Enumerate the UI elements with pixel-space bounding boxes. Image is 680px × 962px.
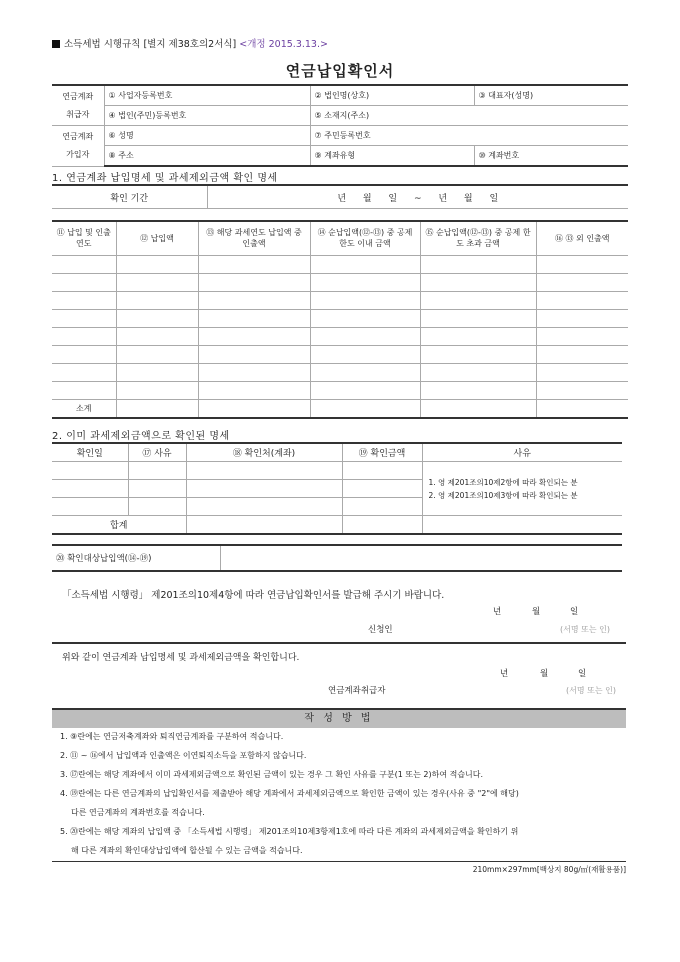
guide-item-1: 1. ⑨란에는 연금저축계좌와 퇴직연금계좌를 구분하여 적습니다. xyxy=(60,732,284,741)
revision-date: <개정 2015.3.13.> xyxy=(239,39,328,50)
provider-sign[interactable]: (서명 또는 인) xyxy=(566,686,616,695)
legal-ref-text: 소득세법 시행규칙 [별지 제38호의2서식] xyxy=(64,39,237,50)
info-table xyxy=(52,84,628,167)
reason-legend xyxy=(422,462,622,516)
rep-name-field[interactable]: ③ 대표자(성명) xyxy=(474,85,628,106)
provider-label xyxy=(52,85,104,126)
subtotal-row[interactable] xyxy=(52,399,628,418)
confirm-day[interactable]: 일 xyxy=(578,669,587,679)
divider xyxy=(52,642,626,644)
subscriber-label-2: 가입자 xyxy=(66,149,90,159)
confirmed-table xyxy=(52,442,622,535)
resident-no-field[interactable]: ⑦ 주민등록번호 xyxy=(310,126,628,146)
guide-bottom-line xyxy=(52,861,626,862)
target-amount-value[interactable] xyxy=(220,545,622,571)
sub-address-field[interactable]: ⑧ 주소 xyxy=(104,146,310,167)
col-over-limit: ⑮ 순납입액(⑫-⑬) 중 공제 한도 초과 금액 xyxy=(420,221,536,255)
period-table xyxy=(52,184,628,209)
col-reason-desc: 사유 xyxy=(422,443,622,462)
table-row[interactable] xyxy=(52,381,628,399)
table-row[interactable] xyxy=(52,273,628,291)
table-row[interactable] xyxy=(52,462,622,480)
payment-table xyxy=(52,220,628,419)
name-field[interactable]: ⑥ 성명 xyxy=(104,126,310,146)
period-label: 확인 기간 xyxy=(52,185,207,209)
guide-item-4-cont: 다른 연금계좌의 계좌번호를 적습니다. xyxy=(71,808,205,817)
section1-title: 1. 연금계좌 납입명세 및 과세제외금액 확인 명세 xyxy=(52,173,278,184)
address-field[interactable]: ⑤ 소재지(주소) xyxy=(310,106,628,126)
col-reason: ⑰ 사유 xyxy=(128,443,186,462)
request-year[interactable]: 년 xyxy=(493,607,502,617)
square-bullet-icon xyxy=(52,40,60,48)
subscriber-label xyxy=(52,126,104,167)
target-amount-table xyxy=(52,544,622,572)
account-no-field[interactable]: ⑩ 계좌번호 xyxy=(474,146,628,167)
paper-spec: 210mm×297mm[백상지 80g/㎡(재활용품)] xyxy=(472,865,626,874)
guide-item-5: 5. ⑳란에는 해당 계좌의 납입액 중 「소득세법 시행령」 제201조의10제3항제1호에 따라 다른 계좌의 과세제외금액을 확인하기 위 xyxy=(60,827,519,836)
guide-item-4: 4. ⑲란에는 다른 연금계좌의 납입확인서를 제출받아 해당 계좌에서 과세제외금액으로 확인한 금액이 있는 경우(사유 중 "2"에 해당) xyxy=(60,789,519,798)
total-row[interactable] xyxy=(52,516,622,535)
page-title: 연금납입확인서 xyxy=(285,62,395,80)
col-confirm-date: 확인일 xyxy=(52,443,128,462)
guide-item-3: 3. ⑰란에는 해당 계좌에서 이미 과세제외금액으로 확인된 금액이 있는 경우 그 확인 사유를 구분(1 또는 2)하여 적습니다. xyxy=(60,770,484,779)
reason-1: 1. 영 제201조의10제2항에 따라 확인되는 분 xyxy=(428,477,578,487)
biz-no-field[interactable]: ① 사업자등록번호 xyxy=(104,85,310,106)
col-withdrawal-current: ⑬ 해당 과세연도 납입액 중 인출액 xyxy=(198,221,310,255)
col-confirm-amount: ⑲ 확인금액 xyxy=(342,443,422,462)
guide-item-5-cont: 해 다른 계좌의 확인대상납입액에 합산될 수 있는 금액을 적습니다. xyxy=(71,846,303,855)
table-row[interactable] xyxy=(52,291,628,309)
request-month[interactable]: 월 xyxy=(532,607,541,617)
request-text: 「소득세법 시행령」 제201조의10제4항에 따라 연금납입확인서를 발급해 주시기 바랍니다. xyxy=(62,590,445,601)
col-other-withdrawal: ⑯ ⑬ 외 인출액 xyxy=(536,221,628,255)
confirm-text: 위와 같이 연금계좌 납입명세 및 과세제외금액을 확인합니다. xyxy=(62,653,300,663)
provider-sign-label: 연금계좌취급자 xyxy=(328,686,386,696)
applicant-sign[interactable]: (서명 또는 인) xyxy=(560,625,610,634)
provider-label-2: 취급자 xyxy=(66,109,90,119)
account-type-field[interactable]: ⑨ 계좌유형 xyxy=(310,146,474,167)
table-row[interactable] xyxy=(52,363,628,381)
period-value[interactable]: 년 월 일 ~ 년 월 일 xyxy=(207,185,628,209)
guide-title: 작 성 방 법 xyxy=(52,708,626,728)
total-label: 합계 xyxy=(52,516,186,535)
table-row[interactable] xyxy=(52,309,628,327)
request-day[interactable]: 일 xyxy=(570,607,579,617)
section2-title: 2. 이미 과세제외금액으로 확인된 명세 xyxy=(52,431,230,442)
subtotal-label: 소계 xyxy=(52,399,116,418)
subscriber-label-1: 연금계좌 xyxy=(62,131,94,141)
col-year: ⑪ 납입 및 인출 연도 xyxy=(52,221,116,255)
table-row[interactable] xyxy=(52,345,628,363)
provider-label-1: 연금계좌 xyxy=(62,91,94,101)
target-amount-label: ⑳ 확인대상납입액(⑭-⑲) xyxy=(52,545,220,571)
corp-reg-no-field[interactable]: ④ 법인(주민)등록번호 xyxy=(104,106,310,126)
guide-item-2: 2. ⑪ ~ ⑯에서 납입액과 인출액은 이연퇴직소득을 포함하지 않습니다. xyxy=(60,751,307,760)
col-confirm-account: ⑱ 확인처(계좌) xyxy=(186,443,342,462)
confirm-year[interactable]: 년 xyxy=(500,669,509,679)
table-row[interactable] xyxy=(52,327,628,345)
applicant-label: 신청인 xyxy=(368,625,393,635)
reason-2: 2. 영 제201조의10제3항에 따라 확인되는 분 xyxy=(428,490,578,500)
corp-name-field[interactable]: ② 법인명(상호) xyxy=(310,85,474,106)
legal-reference xyxy=(52,36,328,50)
col-payment: ⑫ 납입액 xyxy=(116,221,198,255)
table-row[interactable] xyxy=(52,255,628,273)
confirm-month[interactable]: 월 xyxy=(540,669,549,679)
col-within-limit: ⑭ 순납입액(⑫-⑬) 중 공제 한도 이내 금액 xyxy=(310,221,420,255)
